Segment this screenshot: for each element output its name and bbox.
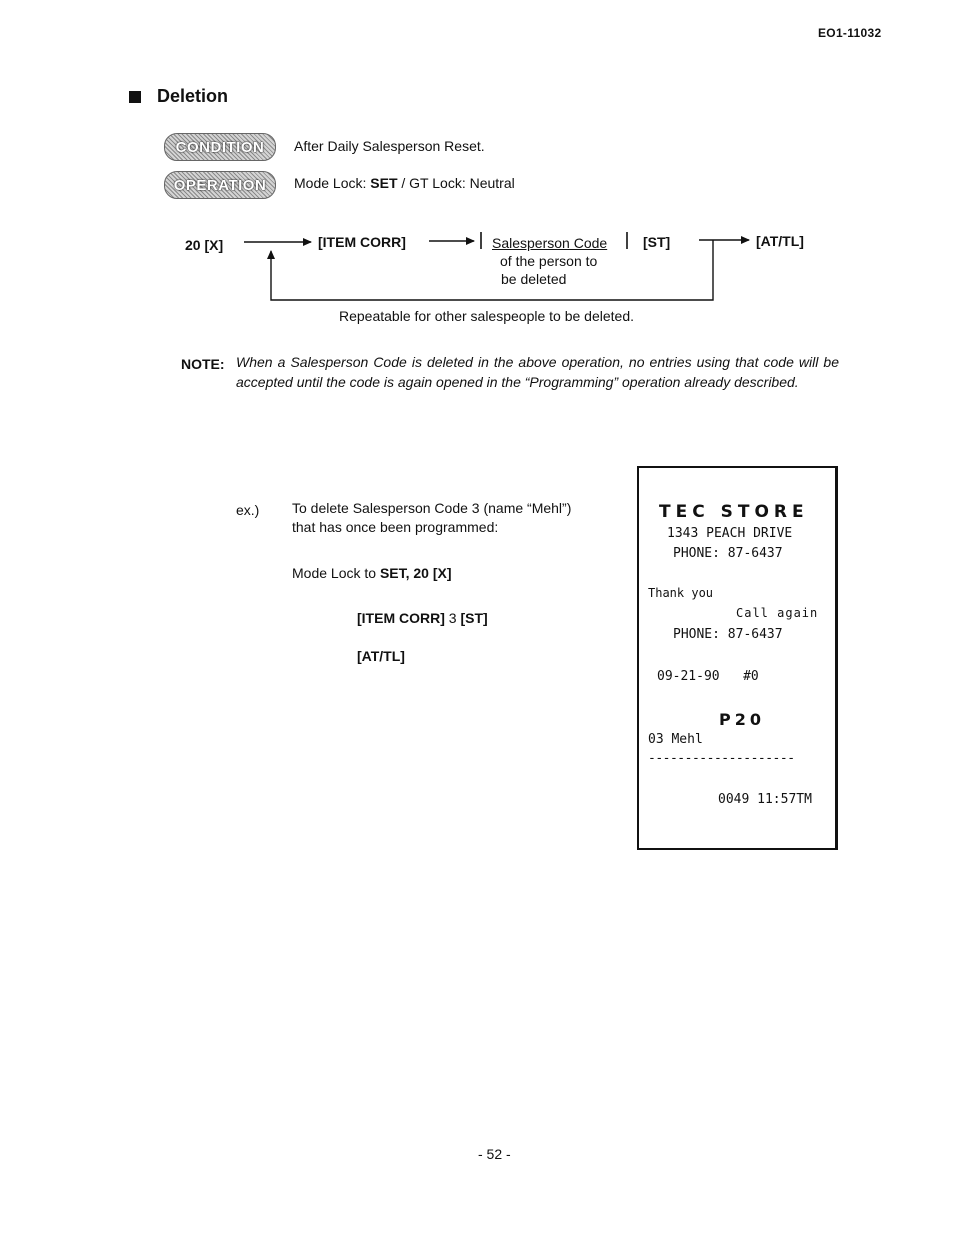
receipt-divider: -------------------- [648, 751, 795, 766]
flow-step-st: [ST] [643, 234, 671, 250]
repeat-note: Repeatable for other salespeople to be deleted. [339, 308, 634, 324]
example-key-code: 3 [444, 610, 461, 626]
receipt-time-line: 0049 11:57TM [718, 792, 812, 807]
receipt-store-name: TEC STORE [659, 502, 809, 522]
document-number: EO1-11032 [818, 26, 882, 40]
flow-step-20x: 20 [X] [185, 237, 224, 253]
example-text: To delete Salesperson Code 3 (name “Mehl”) that has once been programmed: [292, 500, 572, 535]
example-label: ex.) [236, 502, 260, 518]
example-mode-prefix: Mode Lock to [292, 565, 380, 581]
flow-diagram [0, 0, 954, 340]
flow-step-at-tl: [AT/TL] [756, 233, 804, 249]
receipt-phone-bottom: PHONE: 87-6437 [673, 627, 783, 642]
example-key-sequence-2: [AT/TL] [357, 648, 405, 664]
example-key-st: [ST] [460, 610, 488, 626]
example-mode-line [292, 565, 452, 581]
note-text: When a Salesperson Code is deleted in the above operation, no entries using that code will be accepted until the code is again opened in the “Programming” operation already described. [236, 354, 839, 390]
receipt-call-again: Call again [736, 606, 819, 620]
mode-lock-label: Mode Lock: [294, 175, 371, 191]
gt-lock-text: GT Lock: Neutral [409, 175, 515, 191]
example-mode-value: SET, 20 [X] [379, 565, 452, 581]
flow-step-code-sub1: of the person to [500, 253, 598, 269]
example-key-sequence-1 [357, 610, 488, 626]
section-title: Deletion [157, 86, 229, 106]
mode-lock-value: SET [370, 175, 398, 191]
receipt-register-code: P20 [719, 710, 765, 729]
page-number: - 52 - [478, 1146, 511, 1162]
receipt-salesperson: 03 Mehl [648, 732, 703, 747]
flow-step-item-corr: [ITEM CORR] [318, 234, 406, 250]
receipt-printout [637, 466, 838, 850]
condition-text: After Daily Salesperson Reset. [294, 138, 485, 154]
operation-badge-label: OPERATION [173, 176, 267, 194]
flow-step-salesperson-code: Salesperson Code [492, 235, 608, 251]
flow-step-code-sub2: be deleted [501, 271, 567, 287]
condition-badge-label: CONDITION [175, 138, 265, 156]
receipt-address: 1343 PEACH DRIVE [667, 526, 793, 541]
lock-separator: / [397, 175, 410, 191]
example-key-item-corr: [ITEM CORR] [357, 610, 445, 626]
receipt-date-line: 09-21-90 #0 [657, 669, 759, 684]
receipt-phone-top: PHONE: 87-6437 [673, 546, 783, 561]
receipt-thank-you: Thank you [648, 586, 714, 600]
note-label: NOTE: [181, 356, 225, 372]
